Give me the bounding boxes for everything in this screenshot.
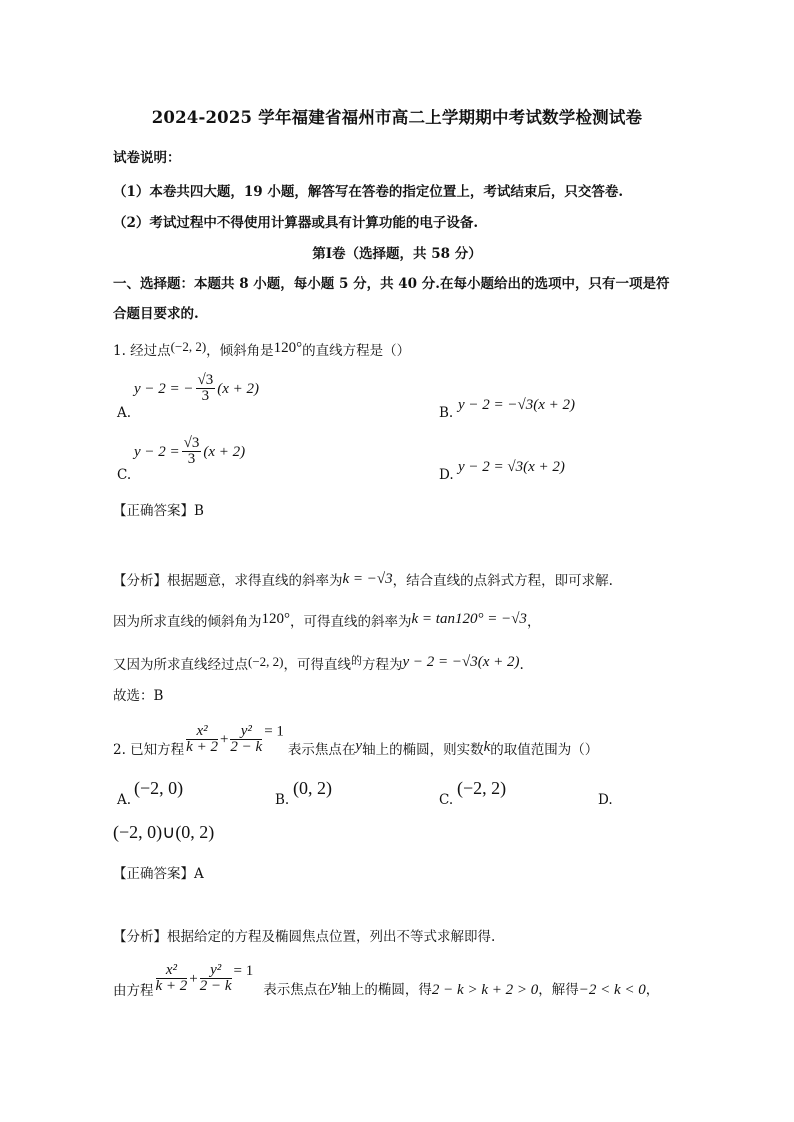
section1-line1: 一、选择题：本题共 8 小题，每小题 5 分，共 40 分.在每小题给出的选项中，只有一项是符 xyxy=(113,276,670,292)
q2-den1: k + 2 xyxy=(186,738,218,755)
q1-analysis-line3 xyxy=(113,652,524,673)
q1-an-l3-small: 的 xyxy=(351,654,362,667)
q1-c-den: 3 xyxy=(187,451,196,467)
q1-mid: ，倾斜角是 xyxy=(206,343,274,359)
q2-an-l2-a: 由方程 xyxy=(113,982,154,999)
instruction-item-2: （2）考试过程中不得使用计算器或具有计算功能的电子设备. xyxy=(113,215,479,231)
q1-an-l3-c: 方程为 xyxy=(362,657,403,673)
q1-an-l2-c: ， xyxy=(526,614,541,630)
q1-prefix: 1. 经过点 xyxy=(113,343,171,359)
q1-option-d-label: D. xyxy=(439,467,454,483)
q2-an-l2-ineq1: 2 − k > k + 2 > 0 xyxy=(431,982,539,998)
q2-option-b-value: (0, 2) xyxy=(293,778,332,798)
q1-an-l1-b: ，结合直线的点斜式方程，即可求解. xyxy=(392,573,613,589)
q1-an-l1-math: k = −√3 xyxy=(342,571,393,587)
q1-angle: 120° xyxy=(273,340,303,356)
q1-option-a-label: A. xyxy=(117,405,132,421)
q2-rhs: = 1 xyxy=(264,723,284,740)
q2-suffix: 的取值范围为（） xyxy=(490,742,599,758)
q2-plus: + xyxy=(219,731,229,748)
exam-title: 2024-2025 学年福建省福州市高二上学期期中考试数学检测试卷 xyxy=(151,108,643,127)
q1-an-l3-d: . xyxy=(519,657,524,673)
q1-suffix: 的直线方程是（） xyxy=(302,343,411,359)
q1-an-l3-eq: y − 2 = −√3(x + 2) xyxy=(402,654,520,670)
question-1-stem xyxy=(113,339,410,359)
q2-option-d-label: D. xyxy=(598,792,613,808)
q2-an-l2-b: 表示焦点在 xyxy=(263,982,331,998)
q2-an-plus: + xyxy=(189,971,198,987)
q1-c-lhs: y − 2 = xyxy=(134,444,180,460)
q2-fraction-1 xyxy=(186,724,218,755)
q2-an-num2: y² xyxy=(200,963,232,979)
instructions-heading: 试卷说明： xyxy=(113,150,181,166)
q2-option-c-value: (−2, 2) xyxy=(457,778,507,798)
q1-option-c-label: C. xyxy=(117,467,132,483)
q2-an-l2-ineq2: −2 < k < 0 xyxy=(578,982,646,998)
q1-a-fraction xyxy=(196,373,216,404)
q1-option-b-expr: y − 2 = −√3(x + 2) xyxy=(458,397,576,413)
q2-an-l2-y: y xyxy=(330,978,338,994)
q1-an-l2-angle: 120° xyxy=(261,611,290,627)
q1-an-l1-a: 【分析】根据题意，求得直线的斜率为 xyxy=(113,573,343,589)
q1-option-d-expr: y − 2 = √3(x + 2) xyxy=(458,459,565,475)
q2-an-fraction-2 xyxy=(200,963,232,994)
q2-an-l2-e: ， xyxy=(645,982,660,998)
q1-option-a-expr xyxy=(134,373,259,404)
question-2-stem xyxy=(113,720,598,758)
q1-a-rhs: (x + 2) xyxy=(217,381,260,397)
q2-var-y: y xyxy=(355,738,363,754)
q1-answer: 【正确答案】B xyxy=(113,503,204,519)
q1-an-l3-a: 又因为所求直线经过点 xyxy=(113,657,248,673)
q2-answer: 【正确答案】A xyxy=(113,866,204,882)
q2-an-l2-d: ，解得 xyxy=(538,982,579,998)
q1-an-l2-a: 因为所求直线的倾斜角为 xyxy=(113,614,262,630)
q2-prefix: 2. 已知方程 xyxy=(113,742,185,758)
part1-heading: 第Ⅰ卷（选择题，共 58 分） xyxy=(312,246,482,262)
q2-option-d-value: (−2, 0)∪(0, 2) xyxy=(113,822,215,842)
q1-c-rhs: (x + 2) xyxy=(203,444,246,460)
q1-choice: 故选：B xyxy=(113,688,164,704)
q1-analysis-line1 xyxy=(113,569,613,589)
q1-a-lhs: y − 2 = − xyxy=(134,381,194,397)
q1-an-l2-slope: k = tan120° = −√3 xyxy=(411,611,527,627)
q1-an-l3-b: ，可得直线 xyxy=(283,657,351,673)
q1-an-l2-b: ，可得直线的斜率为 xyxy=(290,614,412,630)
q2-option-b-label: B. xyxy=(275,792,290,808)
q1-a-num: √3 xyxy=(197,372,214,388)
q2-option-a-value: (−2, 0) xyxy=(134,778,184,798)
instruction-item-1: （1）本卷共四大题，19 小题，解答写在答卷的指定位置上，考试结束后，只交答卷. xyxy=(113,184,624,200)
q2-option-c-label: C. xyxy=(439,792,454,808)
q1-c-fraction xyxy=(182,436,202,467)
q2-analysis-line1: 【分析】根据给定的方程及椭圆焦点位置，列出不等式求解即得. xyxy=(113,929,496,945)
q2-mid2: 轴上的椭圆，则实数 xyxy=(362,742,484,758)
q1-point: (−2, 2) xyxy=(170,339,207,354)
q2-an-rest xyxy=(263,958,659,999)
q2-an-num1: x² xyxy=(156,963,188,979)
q2-option-a-label: A. xyxy=(117,792,132,808)
q2-fraction-2 xyxy=(230,724,262,755)
q1-option-b-label: B. xyxy=(439,405,454,421)
q2-mid1: 表示焦点在 xyxy=(287,742,356,758)
q2-analysis-line2 xyxy=(113,958,659,999)
q2-num1: x² xyxy=(186,724,218,740)
q1-c-num: √3 xyxy=(183,435,200,451)
q2-stem-rest xyxy=(288,720,598,758)
q2-an-l2-c: 轴上的椭圆，得 xyxy=(337,982,432,998)
q1-option-c-expr xyxy=(134,436,245,467)
q1-analysis-line2 xyxy=(113,610,540,630)
q2-var-k: k xyxy=(483,739,491,755)
q1-an-l3-point: (−2, 2) xyxy=(248,654,284,669)
q2-an-den2: 2 − k xyxy=(199,978,232,994)
q2-an-den1: k + 2 xyxy=(155,978,188,994)
q2-an-rhs: = 1 xyxy=(233,963,254,979)
q1-a-den: 3 xyxy=(201,388,210,404)
q2-den2: 2 − k xyxy=(230,738,263,755)
section1-line2: 合题目要求的. xyxy=(113,306,199,322)
q2-an-fraction-1 xyxy=(156,963,188,994)
q2-num2: y² xyxy=(230,724,262,740)
